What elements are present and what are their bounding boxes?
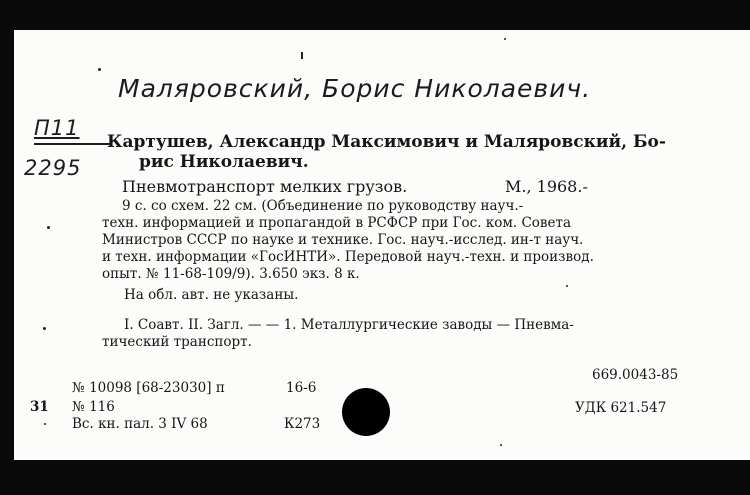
subject-tracings-line-1: I. Соавт. II. Загл. — — 1. Металлургические заводы — Пневма-: [124, 317, 574, 333]
body-line: Министров СССР по науке и технике. Гос. науч.-исслед. ин-т науч.: [102, 232, 584, 248]
punch-hole: [342, 388, 390, 436]
handwritten-name: Маляровский, Борис Николаевич.: [118, 74, 592, 103]
catalog-card: [14, 30, 750, 460]
scan-speck: [98, 68, 101, 71]
classification-code: 669.0043-85: [592, 367, 679, 383]
scan-speck: [43, 327, 46, 330]
udc-code: УДК 621.547: [575, 400, 667, 416]
record-code-3: К273: [284, 416, 321, 432]
body-line: и техн. информации «ГосИНТИ». Передовой науч.-техн. и производ.: [102, 249, 594, 265]
record-prefix: 31: [30, 399, 49, 415]
body-line: опыт. № 11-68-109/9). 3.650 экз. 8 к.: [102, 266, 360, 282]
body-line: 9 с. со схем. 22 см. (Объединение по руководству науч.-: [122, 198, 524, 214]
imprint: М., 1968.-: [505, 177, 588, 196]
record-number-line-1: № 10098 [68-23030] п: [72, 380, 225, 396]
scan-speck: [44, 423, 46, 425]
author-heading-line-1: Картушев, Александр Максимович и Маляровский, Бо-: [107, 132, 666, 152]
author-heading-line-2: рис Николаевич.: [139, 152, 309, 172]
book-title: Пневмотранспорт мелких грузов.: [122, 177, 408, 196]
scan-speck: [504, 38, 506, 40]
scan-speck: [301, 52, 303, 59]
note: На обл. авт. не указаны.: [124, 287, 299, 303]
record-number-line-3: Вс. кн. пал. 3 IV 68: [72, 416, 208, 432]
handwritten-shelf-mark-bottom: 2295: [24, 156, 82, 180]
record-number-line-2: № 116: [72, 399, 115, 415]
body-line: техн. информацией и пропагандой в РСФСР при Гос. ком. Совета: [102, 215, 572, 231]
handwritten-shelf-mark-top: П11: [34, 116, 80, 140]
scan-speck: [500, 444, 502, 446]
shelf-mark-rule: [34, 143, 110, 145]
scan-speck: [47, 226, 50, 229]
record-code-1: 16-6: [286, 380, 317, 396]
subject-tracings-line-2: тический транспорт.: [102, 334, 252, 350]
scan-speck: [566, 285, 568, 287]
